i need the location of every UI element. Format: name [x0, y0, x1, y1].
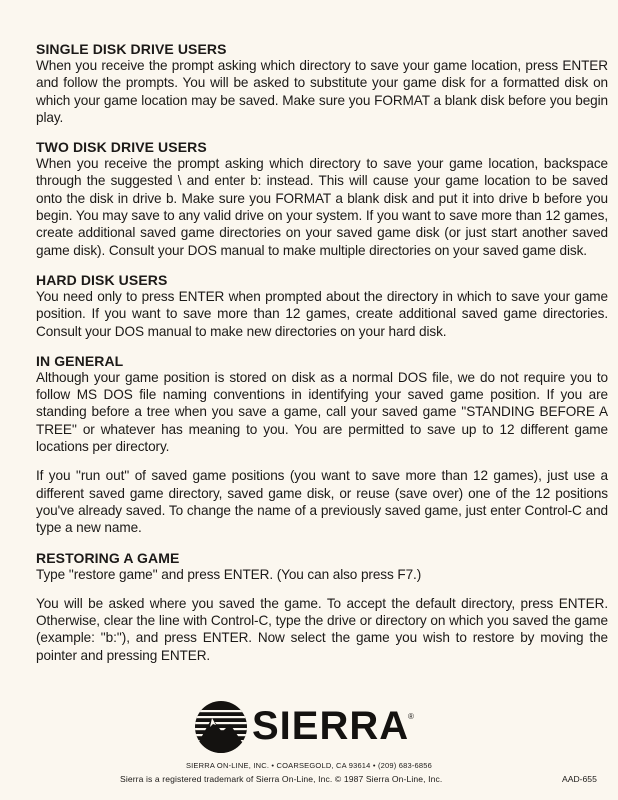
document-code: AAD-655 — [562, 774, 597, 784]
section-heading: RESTORING A GAME — [36, 549, 180, 566]
registered-mark: ® — [408, 712, 414, 721]
section-in-general — [36, 353, 608, 537]
section-paragraph: When you receive the prompt asking which directory to save your game location, press ENTER and follow the prompts. You will be asked to substitute your game disk for a formatted disk on which your game location may be saved. Make sure you FORMAT a blank disk before you begin play. — [36, 58, 608, 125]
sierra-logo — [186, 698, 436, 758]
section-heading: SINGLE DISK DRIVE USERS — [36, 41, 227, 57]
section-heading: TWO DISK DRIVE USERS — [36, 139, 207, 156]
sierra-mountain-icon — [192, 700, 250, 754]
section-two-disk — [36, 139, 608, 259]
section-paragraph: If you ''run out'' of saved game positions (you want to save more than 12 games), just use a different saved game directory, saved game disk, or reuse (save over) one of the 12 positions you've already saved. To change the name of a previously saved game, just enter Control-C and type a new name. — [36, 468, 608, 536]
section-paragraph: You need only to press ENTER when prompted about the directory in which to save your game position. If you want to save more than 12 games, create additional saved game directories. Consult your DOS manual to make new directories on your hard disk. — [36, 288, 608, 339]
trademark-notice: Sierra is a registered trademark of Sierra On-Line, Inc. © 1987 Sierra On-Line, Inc. — [120, 774, 443, 784]
section-restoring — [36, 550, 608, 664]
sierra-logo-wordmark: SIERRA — [252, 704, 410, 748]
section-paragraph: Type ''restore game'' and press ENTER. (You can also press F7.) — [36, 566, 422, 582]
section-paragraph: You will be asked where you saved the game. To accept the default directory, press ENTER. Otherwise, clear the line with Control-C, type the drive or directory on which you saved the game (example: ''b:''), and press ENTER. Now select the game you wish to restore by moving the pointer and pressing ENTER. — [36, 595, 608, 663]
section-paragraph: Although your game position is stored on disk as a normal DOS file, we do not require you to follow MS DOS file naming conventions in identifying your saved game position. If you are standing before a tree when you save a game, call your saved game ''STANDING BEFORE A TREE'' or whatever has meaning to you. You are permitted to save up to 12 different game locations per directory. — [36, 369, 608, 455]
section-heading: IN GENERAL — [36, 352, 124, 369]
company-address: SIERRA ON-LINE, INC. • COARSEGOLD, CA 93614 • (209) 683-6856 — [185, 761, 433, 770]
section-single-disk — [36, 41, 608, 126]
section-hard-disk — [36, 272, 608, 340]
instructions-body — [36, 41, 608, 677]
section-paragraph: When you receive the prompt asking which directory to save your game location, backspace through the suggested \ and enter b: instead. This will cause your game location to be saved onto the disk in drive b. Make sure you FORMAT a blank disk and put it into drive b before you begin. You may save to any valid drive on your system. If you want to save more than 12 games, create additional saved game directories on your saved game disk (or just start another saved game disk). Consult your DOS manual to make multiple directories on your saved game disk. — [36, 156, 608, 258]
section-heading: HARD DISK USERS — [36, 271, 168, 288]
